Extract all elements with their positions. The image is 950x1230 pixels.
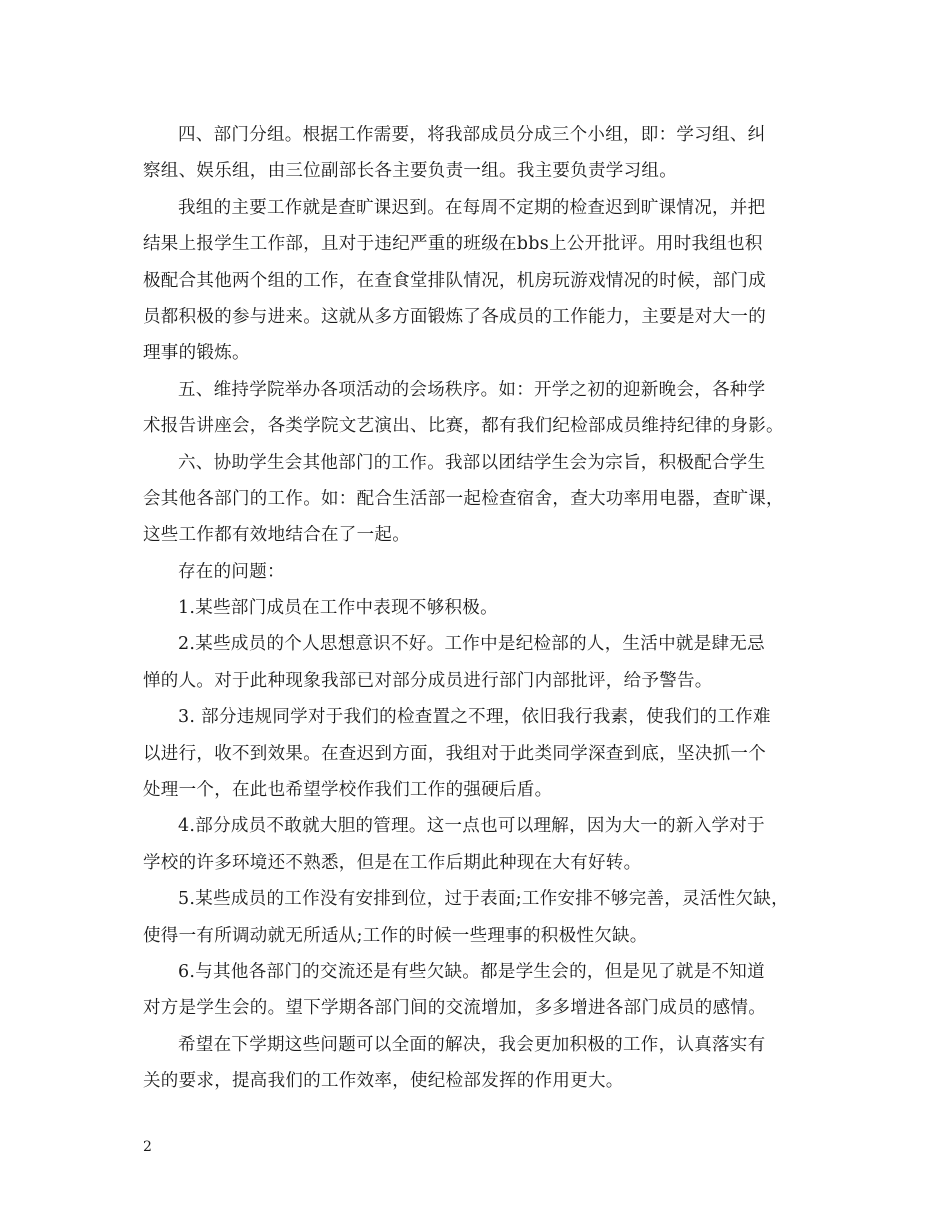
section-heading: 存在的问题： xyxy=(178,561,285,582)
list-item-line: 处理一个，在此也希望学校作我们工作的强硬后盾。 xyxy=(143,780,553,801)
list-item-line: 使得一有所调动就无所适从;工作的时候一些理事的积极性欠缺。 xyxy=(143,925,648,946)
paragraph-line: 结果上报学生工作部，且对于违纪严重的班级在bbs上公开批评。用时我组也积 xyxy=(143,234,763,255)
list-item-line: 1.某些部门成员在工作中表现不够积极。 xyxy=(178,598,498,619)
list-item-line: 6.与其他各部门的交流还是有些欠缺。都是学生会的，但是见了就是不知道 xyxy=(178,961,765,982)
list-item-line: 以进行，收不到效果。在查迟到方面，我组对于此类同学深查到底，坚决抓一个 xyxy=(143,743,766,764)
list-item-line: 5.某些成员的工作没有安排到位，过于表面;工作安排不够完善，灵活性欠缺， xyxy=(178,889,789,910)
paragraph-line: 六、协助学生会其他部门的工作。我部以团结学生会为宗旨，积极配合学生 xyxy=(178,452,766,473)
paragraph-line: 员都积极的参与进来。这就从多方面锻炼了各成员的工作能力，主要是对大一的 xyxy=(143,306,766,327)
paragraph-line: 五、维持学院举办各项活动的会场秩序。如：开学之初的迎新晚会，各种学 xyxy=(178,379,766,400)
list-item-line: 3. 部分违规同学对于我们的检查置之不理，依旧我行我素，使我们的工作难 xyxy=(178,707,771,728)
paragraph-line: 会其他各部门的工作。如：配合生活部一起检查宿舍，查大功率用电器，查旷课， xyxy=(143,488,784,509)
paragraph-line: 我组的主要工作就是查旷课迟到。在每周不定期的检查迟到旷课情况，并把 xyxy=(178,197,766,218)
list-item-line: 学校的许多环境还不熟悉，但是在工作后期此种现在大有好转。 xyxy=(143,852,642,873)
paragraph-line: 这些工作都有效地结合在了一起。 xyxy=(143,525,410,546)
list-item-line: 4.部分成员不敢就大胆的管理。这一点也可以理解，因为大一的新入学对于 xyxy=(178,816,765,837)
paragraph-line: 关的要求，提高我们的工作效率，使纪检部发挥的作用更大。 xyxy=(143,1071,624,1092)
paragraph-line: 理事的锻炼。 xyxy=(143,343,250,364)
paragraph-line: 察组、娱乐组，由三位副部长各主要负责一组。我主要负责学习组。 xyxy=(143,161,677,182)
paragraph-line: 希望在下学期这些问题可以全面的解决，我会更加积极的工作，认真落实有 xyxy=(178,1034,766,1055)
list-item-line: 对方是学生会的。望下学期各部门间的交流增加，多多增进各部门成员的感情。 xyxy=(143,998,766,1019)
list-item-line: 2.某些成员的个人思想意识不好。工作中是纪检部的人，生活中就是肆无忌 xyxy=(178,634,765,655)
document-body xyxy=(143,117,813,1100)
list-item-line: 惮的人。对于此种现象我部已对部分成员进行部门内部批评，给予警告。 xyxy=(143,670,713,691)
paragraph-line: 四、部门分组。根据工作需要，将我部成员分成三个小组，即：学习组、纠 xyxy=(178,125,766,145)
paragraph-line: 术报告讲座会，各类学院文艺演出、比赛，都有我们纪检部成员维持纪律的身影。 xyxy=(143,416,784,437)
paragraph-line: 极配合其他两个组的工作，在查食堂排队情况，机房玩游戏情况的时候，部门成 xyxy=(143,270,766,291)
page-number: 2 xyxy=(143,1139,152,1155)
